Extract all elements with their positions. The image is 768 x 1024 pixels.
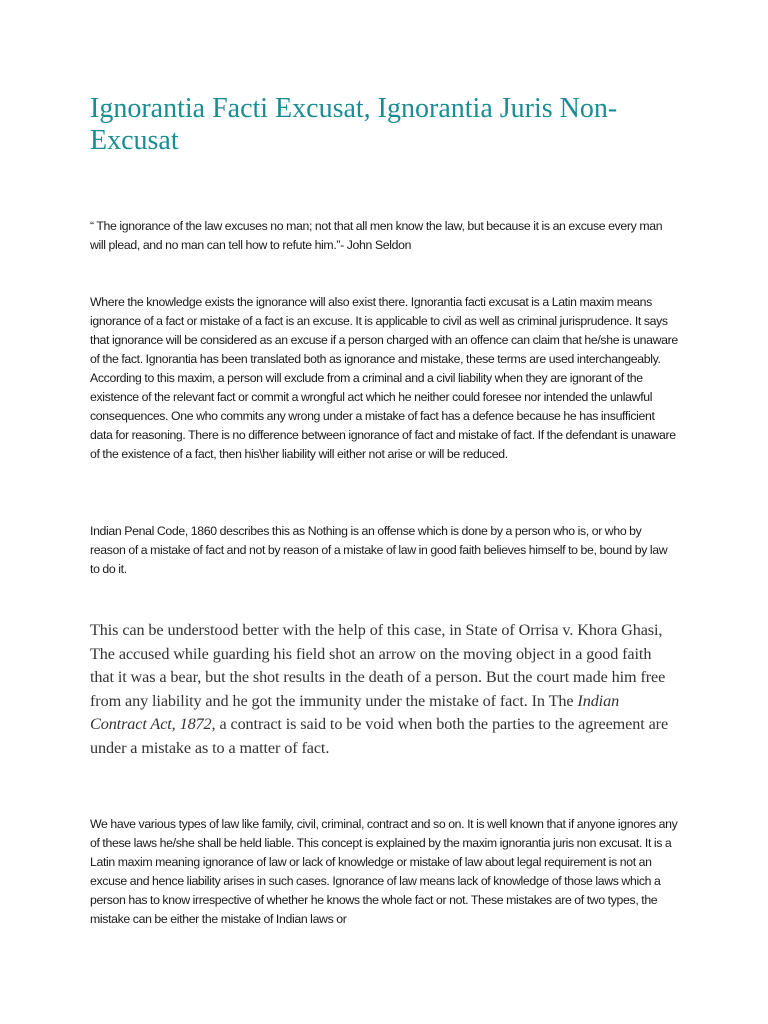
paragraph-ignorantia-facti: Where the knowledge exists the ignorance will also exist there. Ignorantia facti excusat is a Latin maxim means ignorance of a fact or mistake of a fact is an excuse. It is applicable to civil as well as criminal jurisprudence. It says that ignorance will be considered as an excuse if a person charged with an offence can claim that he/she is unaware of the fact. Ignorantia has been translated both as ignorance and mistake, these terms are used interchangeably. According to this maxim, a person will exclude from a criminal and a civil liability when they are ignorant of the existence of the relevant fact or commit a wrongful act which he neither could foresee nor intended the unlawful consequences. One who commits any wrong under a mistake of fact has a defence because he has insufficient data for reasoning. There is no difference between ignorance of fact and mistake of fact. If the defendant is unaware of the existence of a fact, then his\her liability will either not arise or will be reduced. [90, 295, 678, 461]
paragraph-indian-penal-code: Indian Penal Code, 1860 describes this as Nothing is an offense which is done by a person who is, or who by reason of a mistake of fact and not by reason of a mistake of law in good faith believes himself to be, bound by law to do it. [90, 524, 668, 576]
contract-act-reference: Indian Contract Act, 1872, [90, 691, 620, 733]
opening-quote: “ The ignorance of the law excuses no man; not that all men know the law, but because it is an excuse every man will plead, and no man can tell how to refute him.”- John Seldon [90, 219, 663, 252]
case-example-text: This can be understood better with the help of this case, in State of Orrisa v. Khora Ghasi, The accused while guarding his field shot an arrow on the moving object in a good faith that it was a bear, but the shot results in the death of a person. But the court made him free from any liability and he got the immunity under the mistake of fact. In The [90, 621, 666, 710]
paragraph-case-example [90, 619, 678, 760]
document-title: Ignorantia Facti Excusat, Ignorantia Juris Non-Excusat [90, 93, 618, 156]
paragraph-ignorantia-juris: We have various types of law like family, civil, criminal, contract and so on. It is well known that if anyone ignores any of these laws he/she shall be held liable. This concept is explained by the maxim ignorantia juris non excusat. It is a Latin maxim meaning ignorance of law or lack of knowledge or mistake of law about legal requirement is not an excuse and hence liability arises in such cases. Ignorance of law means lack of knowledge of those laws which a person has to know irrespective of whether he knows the whole fact or not. These mistakes are of two types, the mistake can be either the mistake of Indian laws or [90, 817, 678, 926]
case-example-text-end: a contract is said to be void when both the parties to the agreement are under a mistake as to a matter of fact. [90, 715, 669, 757]
